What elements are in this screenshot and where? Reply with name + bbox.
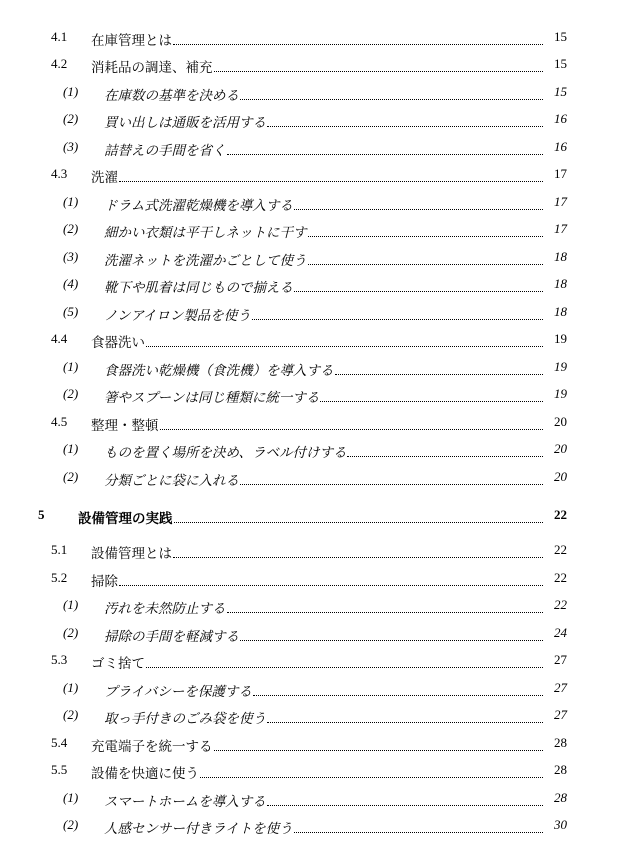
toc-entry-title: 分類ごとに袋に入れる: [104, 473, 239, 489]
toc-entry[interactable]: [0, 467, 619, 489]
toc-entry[interactable]: [0, 595, 619, 617]
toc-entry[interactable]: [0, 329, 619, 351]
toc-entry-number: 5.3: [51, 652, 68, 667]
toc-entry[interactable]: [0, 788, 619, 810]
dot-leader: [227, 153, 544, 155]
dot-leader: [267, 721, 543, 723]
toc-entry-page: 19: [554, 331, 567, 346]
toc-entry-page: 19: [554, 386, 567, 401]
toc-entry-title: 洗濯: [91, 170, 118, 186]
toc-entry-title: ドラム式洗濯乾燥機を導入する: [104, 198, 293, 214]
toc-entry[interactable]: [0, 568, 619, 590]
toc-entry-page: 22: [554, 570, 567, 585]
dot-leader: [347, 455, 543, 457]
toc-entry-page: 28: [554, 735, 567, 750]
toc-entry-number: 5.4: [51, 735, 68, 750]
toc-entry-number: 4.1: [51, 29, 68, 44]
toc-entry-number: 4.4: [51, 331, 68, 346]
toc-entry[interactable]: [0, 109, 619, 131]
dot-leader: [252, 318, 543, 320]
toc-entry-page: 18: [554, 304, 567, 319]
toc-entry-title: 消耗品の調達、補充: [91, 60, 213, 76]
toc-entry[interactable]: [0, 623, 619, 645]
toc-entry-number: 4.3: [51, 166, 68, 181]
toc-entry-number: (2): [63, 386, 79, 401]
toc-entry-page: 17: [554, 194, 567, 209]
toc-entry-title: 洗濯ネットを洗濯かごとして使う: [104, 253, 307, 269]
toc-entry[interactable]: [0, 650, 619, 672]
toc-entry-title: 人感センサー付きライトを使う: [104, 821, 293, 837]
toc-entry[interactable]: [0, 384, 619, 406]
dot-leader: [267, 804, 543, 806]
toc-entry-page: 16: [554, 139, 567, 154]
dot-leader: [294, 831, 543, 833]
toc-entry-number: (1): [63, 597, 79, 612]
toc-entry-title: スマートホームを導入する: [104, 794, 266, 810]
toc-entry-number: (1): [63, 359, 79, 374]
toc-entry-page: 28: [554, 790, 567, 805]
toc-entry-title: ものを置く場所を決め、ラベル付けする: [104, 445, 347, 461]
toc-entry-title: 整理・整頓: [91, 418, 159, 434]
dot-leader: [294, 208, 543, 210]
toc-entry-page: 28: [554, 762, 567, 777]
toc-entry-number: (1): [63, 680, 79, 695]
toc-entry-number: (3): [63, 139, 79, 154]
toc-entry-number: (1): [63, 441, 79, 456]
toc-entry-number: (2): [63, 707, 79, 722]
toc-entry-title: 掃除: [91, 574, 118, 590]
toc-entry[interactable]: [0, 815, 619, 837]
dot-leader: [214, 749, 544, 751]
toc-entry-title: 在庫数の基準を決める: [104, 88, 239, 104]
dot-leader: [308, 235, 544, 237]
dot-leader: [294, 290, 543, 292]
toc-entry-page: 24: [554, 625, 567, 640]
toc-entry-title: 掃除の手間を軽減する: [104, 629, 239, 645]
toc-entry-number: (1): [63, 790, 79, 805]
toc-entry-title: 箸やスプーンは同じ種類に統一する: [104, 390, 320, 406]
toc-entry-title: ゴミ捨て: [91, 656, 145, 672]
toc-entry-page: 20: [554, 441, 567, 456]
toc-entry-title: 細かい衣類は平干しネットに干す: [104, 225, 307, 241]
toc-entry-number: 5.1: [51, 542, 68, 557]
dot-leader: [200, 776, 543, 778]
toc-entry[interactable]: [0, 164, 619, 186]
toc-entry-number: (2): [63, 221, 79, 236]
toc-entry-title: ノンアイロン製品を使う: [104, 308, 251, 324]
toc-entry[interactable]: [0, 274, 619, 296]
dot-leader: [240, 98, 543, 100]
toc-entry-page: 27: [554, 680, 567, 695]
dot-leader: [146, 666, 543, 668]
toc-entry-page: 18: [554, 276, 567, 291]
toc-entry-title: 買い出しは通販を活用する: [104, 115, 266, 131]
toc-entry-title: 詰替えの手間を省く: [104, 143, 226, 159]
toc-entry-number: 4.5: [51, 414, 68, 429]
toc-entry[interactable]: [0, 733, 619, 755]
toc-entry-page: 15: [554, 29, 567, 44]
toc-entry-number: (5): [63, 304, 79, 319]
toc-entry-title: 汚れを未然防止する: [104, 601, 226, 617]
toc-entry-number: (2): [63, 469, 79, 484]
toc-entry-page: 15: [554, 56, 567, 71]
toc-entry-number: (2): [63, 111, 79, 126]
dot-leader: [174, 521, 544, 523]
toc-entry[interactable]: [0, 219, 619, 241]
toc-entry-page: 16: [554, 111, 567, 126]
toc-entry[interactable]: [0, 412, 619, 434]
toc-entry-title: 在庫管理とは: [91, 33, 172, 49]
toc-entry-title: 食器洗い: [91, 335, 145, 351]
toc-entry-number: 5: [38, 507, 45, 522]
toc-entry-number: (3): [63, 249, 79, 264]
dot-leader: [119, 584, 543, 586]
toc-entry[interactable]: [0, 705, 619, 727]
toc-entry[interactable]: [0, 439, 619, 461]
dot-leader: [146, 345, 543, 347]
toc-entry-title: 取っ手付きのごみ袋を使う: [104, 711, 266, 727]
toc-entry-title: 設備を快適に使う: [91, 766, 199, 782]
toc-entry-number: 5.2: [51, 570, 68, 585]
toc-entry-title: プライバシーを保護する: [104, 684, 252, 700]
dot-leader: [308, 263, 544, 265]
toc-entry-title: 設備管理とは: [91, 546, 172, 562]
toc-entry-number: (2): [63, 817, 79, 832]
toc-entry[interactable]: [0, 82, 619, 104]
toc-entry[interactable]: [0, 192, 619, 214]
dot-leader: [335, 373, 544, 375]
toc-entry-title: 充電端子を統一する: [91, 739, 213, 755]
toc-entry-page: 15: [554, 84, 567, 99]
toc-entry-page: 17: [554, 221, 567, 236]
toc-entry-page: 17: [554, 166, 567, 181]
dot-leader: [240, 483, 543, 485]
toc-entry[interactable]: [0, 540, 619, 562]
dot-leader: [119, 180, 543, 182]
toc-entry[interactable]: [0, 302, 619, 324]
toc-entry-page: 22: [554, 507, 567, 522]
toc-entry[interactable]: [0, 54, 619, 76]
toc-entry[interactable]: [0, 137, 619, 159]
toc-entry[interactable]: [0, 678, 619, 700]
toc-entry[interactable]: [0, 357, 619, 379]
toc-entry[interactable]: [0, 247, 619, 269]
toc-entry-number: 4.2: [51, 56, 68, 71]
toc-entry[interactable]: [0, 760, 619, 782]
toc-entry-page: 27: [554, 707, 567, 722]
dot-leader: [320, 400, 543, 402]
toc-entry-page: 20: [554, 414, 567, 429]
dot-leader: [173, 43, 543, 45]
toc-entry-page: 22: [554, 542, 567, 557]
dot-leader: [160, 428, 544, 430]
dot-leader: [253, 694, 543, 696]
toc-entry-title: 食器洗い乾燥機（食洗機）を導入する: [104, 363, 334, 379]
toc-entry-number: (1): [63, 194, 79, 209]
toc-entry-page: 19: [554, 359, 567, 374]
toc-entry-number: 5.5: [51, 762, 68, 777]
dot-leader: [173, 556, 543, 558]
toc-entry-page: 27: [554, 652, 567, 667]
dot-leader: [227, 611, 544, 613]
toc-entry-page: 18: [554, 249, 567, 264]
dot-leader: [214, 70, 544, 72]
toc-entry[interactable]: [0, 27, 619, 49]
dot-leader: [240, 639, 543, 641]
toc-entry-title: 設備管理の実践: [78, 511, 173, 527]
toc-entry-number: (1): [63, 84, 79, 99]
toc-entry-page: 30: [554, 817, 567, 832]
toc-chapter-entry[interactable]: [0, 505, 619, 527]
toc-entry-page: 22: [554, 597, 567, 612]
toc-entry-number: (2): [63, 625, 79, 640]
toc-entry-number: (4): [63, 276, 79, 291]
toc-entry-title: 靴下や肌着は同じもので揃える: [104, 280, 293, 296]
dot-leader: [267, 125, 543, 127]
toc-entry-page: 20: [554, 469, 567, 484]
